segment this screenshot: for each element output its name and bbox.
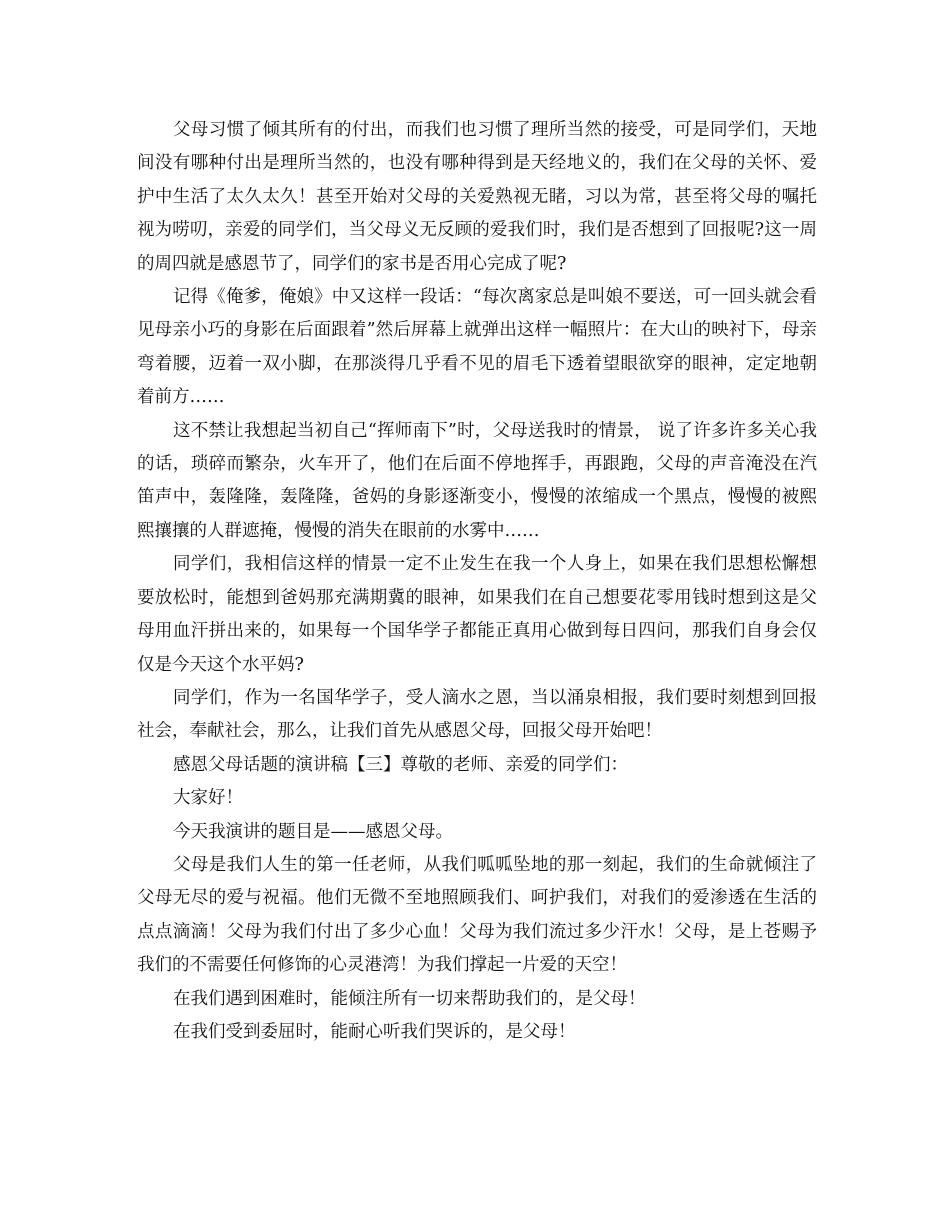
greeting: 大家好！	[173, 788, 243, 809]
paragraph: 同学们，作为一名国华学子，受人滴水之恩，当以涌泉相报，我们要时刻想到回报社会，奉献社会，那么，让我们首先从感恩父母，回报父母开始吧！	[137, 687, 817, 742]
paragraph: 父母是我们人生的第一任老师，从我们呱呱坠地的那一刻起，我们的生命就倾注了父母无尽的爱与祝福。他们无微不至地照顾我们、呵护我们，对我们的爱渗透在生活的点点滴滴！父母为我们付出了多少心血！父母为我们流过多少汗水！父母，是上苍赐予我们的不需要任何修饰的心灵港湾！为我们撑起一片爱的天空！	[137, 854, 817, 976]
paragraph: 父母习惯了倾其所有的付出，而我们也习惯了理所当然的接受，可是同学们，天地间没有哪种付出是理所当然的，也没有哪种得到是天经地义的，我们在父母的关怀、爱护中生活了太久太久！甚至开始对父母的关爱熟视无睹，习以为常，甚至将父母的嘱托视为唠叨，亲爱的同学们，当父母义无反顾的爱我们时，我们是否想到了回报呢?这一周的周四就是感恩节了，同学们的家书是否用心完成了呢?	[137, 120, 817, 274]
paragraph: 这不禁让我想起当初自己“挥师南下”时，父母送我时的情景， 说了许多许多关心我的话，琐碎而繁杂，火车开了，他们在后面不停地挥手，再跟跑，父母的声音淹没在汽笛声中，轰隆隆，轰隆隆，爸妈的身影逐渐变小，慢慢的浓缩成一个黑点，慢慢的被熙熙攘攘的人群遮掩，慢慢的消失在眼前的水雾中……	[137, 420, 817, 541]
document-body	[137, 114, 817, 1049]
paragraph: 同学们，我相信这样的情景一定不止发生在我一个人身上，如果在我们思想松懈想要放松时，能想到爸妈那充满期冀的眼神，如果我们在自己想要花零用钱时想到这是父母用血汗拼出来的，如果每一个国华学子都能正真用心做到每日四问，那我们自身会仅仅是今天这个水平妈?	[137, 554, 817, 675]
paragraph: 记得《俺爹，俺娘》中又这样一段话：“每次离家总是叫娘不要送，可一回头就会看见母亲小巧的身影在后面跟着”然后屏幕上就弹出这样一幅照片：在大山的映衬下，母亲弯着腰，迈着一双小脚，在那淡得几乎看不见的眉毛下透着望眼欲穿的眼神，定定地朝着前方……	[137, 287, 817, 408]
paragraph: 在我们遇到困难时，能倾注所有一切来帮助我们的，是父母！	[173, 988, 646, 1009]
paragraph: 在我们受到委屈时，能耐心听我们哭诉的，是父母！	[173, 1021, 576, 1042]
speech-topic: 今天我演讲的题目是——感恩父母。	[173, 821, 453, 842]
section-heading: 感恩父母话题的演讲稿【三】尊敬的老师、亲爱的同学们：	[173, 754, 628, 775]
